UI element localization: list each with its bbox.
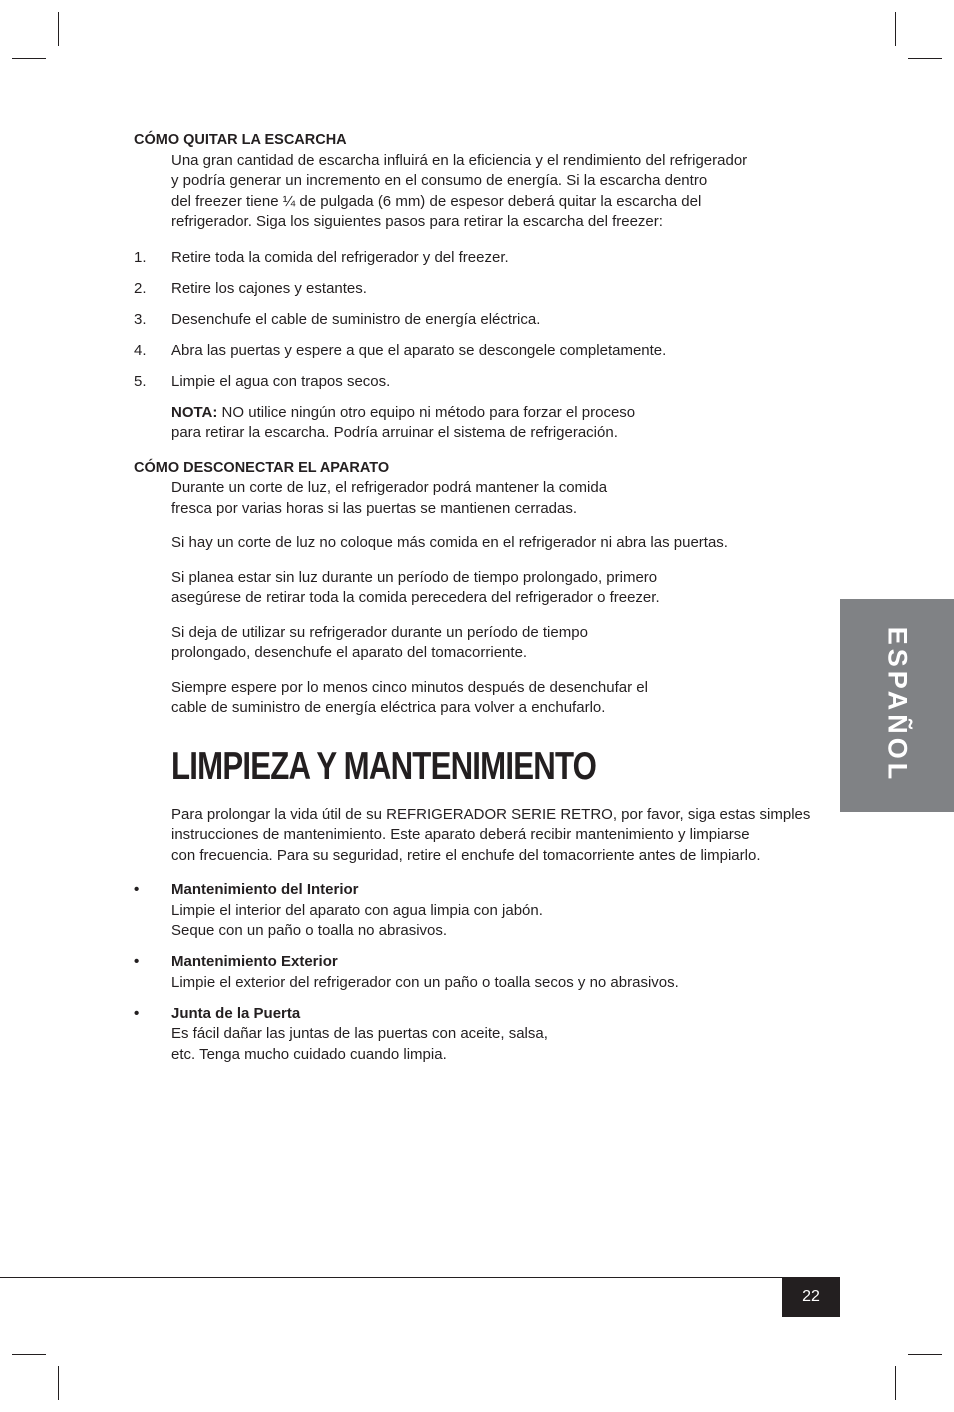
text-line: prolongado, desenchufe el aparato del tomacorriente.	[171, 644, 528, 661]
cleaning-bullets	[134, 880, 814, 1065]
crop-mark	[895, 1366, 896, 1400]
list-item	[134, 279, 814, 300]
section-heading-defrost: CÓMO QUITAR LA ESCARCHA	[134, 132, 347, 148]
list-item	[134, 880, 814, 942]
text-line: Seque con un paño o toalla no abrasivos.	[171, 922, 448, 939]
list-item	[134, 341, 814, 362]
note-label: NOTA:	[171, 403, 218, 421]
section-title-cleaning: LIMPIEZA Y MANTENIMIENTO	[171, 744, 597, 788]
text-line: instrucciones de mantenimiento. Este aparato deberá recibir mantenimiento y limpiarse	[171, 826, 750, 843]
bullet-icon: •	[134, 1004, 140, 1022]
disconnect-body	[171, 478, 814, 719]
page-content	[134, 130, 814, 1076]
text-line: con frecuencia. Para su seguridad, retire el enchufe del tomacorriente antes de limpiarlo.	[171, 846, 761, 864]
step-number: 3.	[134, 310, 147, 328]
bullet-icon: •	[134, 953, 140, 970]
text-line: Si deja de utilizar su refrigerador durante un período de tiempo	[171, 623, 588, 641]
text-line: Limpie el interior del aparato con agua limpia con jabón.	[171, 901, 543, 919]
text-line: Si hay un corte de luz no coloque más comida en el refrigerador ni abra las puertas.	[171, 534, 728, 551]
step-text: Retire toda la comida del refrigerador y del freezer.	[171, 248, 509, 266]
step-number: 5.	[134, 372, 147, 390]
note-line	[171, 403, 814, 424]
bullet-title: Mantenimiento del Interior	[171, 881, 359, 898]
text-line: refrigerador. Siga los siguientes pasos para retirar la escarcha del freezer:	[171, 213, 663, 230]
crop-mark	[908, 58, 942, 59]
text-line: etc. Tenga mucho cuidado cuando limpia.	[171, 1045, 447, 1063]
crop-mark	[58, 1366, 59, 1400]
text-line: del freezer tiene ¼ de pulgada (6 mm) de espesor deberá quitar la escarcha del	[171, 192, 702, 210]
language-tab	[840, 599, 954, 812]
language-tab-label: ESPAÑOL	[882, 626, 913, 784]
text-line: Una gran cantidad de escarcha influirá en la eficiencia y el rendimiento del refrigerador	[171, 151, 748, 169]
step-text: Desenchufe el cable de suministro de energía eléctrica.	[171, 310, 541, 328]
defrost-note	[171, 403, 814, 444]
text-line: Para prolongar la vida útil de su REFRIGERADOR SERIE RETRO, por favor, siga estas simples	[171, 805, 811, 823]
list-item	[134, 952, 814, 993]
step-number: 2.	[134, 279, 147, 297]
text-line: cable de suministro de energía eléctrica para volver a enchufarlo.	[171, 699, 606, 716]
step-text: Abra las puertas y espere a que el aparato se descongele completamente.	[171, 341, 667, 359]
list-item	[134, 1004, 814, 1066]
list-item	[134, 372, 814, 393]
list-item	[134, 248, 814, 269]
footer-rule	[0, 1277, 840, 1278]
text-line: Si planea estar sin luz durante un período de tiempo prolongado, primero	[171, 568, 658, 586]
text-line: Durante un corte de luz, el refrigerador podrá mantener la comida	[171, 479, 608, 496]
crop-mark	[908, 1354, 942, 1355]
bullet-title: Junta de la Puerta	[171, 1004, 301, 1022]
crop-mark	[12, 1354, 46, 1355]
step-text: Retire los cajones y estantes.	[171, 279, 367, 297]
step-number: 1.	[134, 248, 147, 266]
crop-mark	[58, 12, 59, 46]
text-line: Siempre espere por lo menos cinco minutos después de desenchufar el	[171, 678, 648, 696]
list-item	[134, 310, 814, 331]
text-line: fresca por varias horas si las puertas se mantienen cerradas.	[171, 499, 578, 517]
page-number: 22	[782, 1277, 840, 1317]
text-line: y podría generar un incremento en el consumo de energía. Si la escarcha dentro	[171, 172, 708, 189]
defrost-steps	[134, 248, 814, 393]
bullet-title: Mantenimiento Exterior	[171, 953, 338, 970]
text-line: asegúrese de retirar toda la comida perecedera del refrigerador o freezer.	[171, 589, 660, 606]
note-text: NO utilice ningún otro equipo ni método para forzar el proceso	[217, 403, 636, 421]
note-line: para retirar la escarcha. Podría arruinar el sistema de refrigeración.	[171, 424, 618, 441]
section-heading-disconnect: CÓMO DESCONECTAR EL APARATO	[134, 459, 390, 476]
crop-mark	[12, 58, 46, 59]
cleaning-intro	[171, 805, 814, 867]
text-line: Es fácil dañar las juntas de las puertas con aceite, salsa,	[171, 1025, 548, 1042]
bullet-icon: •	[134, 881, 140, 898]
text-line: Limpie el exterior del refrigerador con un paño o toalla secos y no abrasivos.	[171, 973, 679, 991]
step-text: Limpie el agua con trapos secos.	[171, 372, 391, 390]
crop-mark	[895, 12, 896, 46]
defrost-intro	[171, 151, 814, 233]
step-number: 4.	[134, 341, 147, 359]
